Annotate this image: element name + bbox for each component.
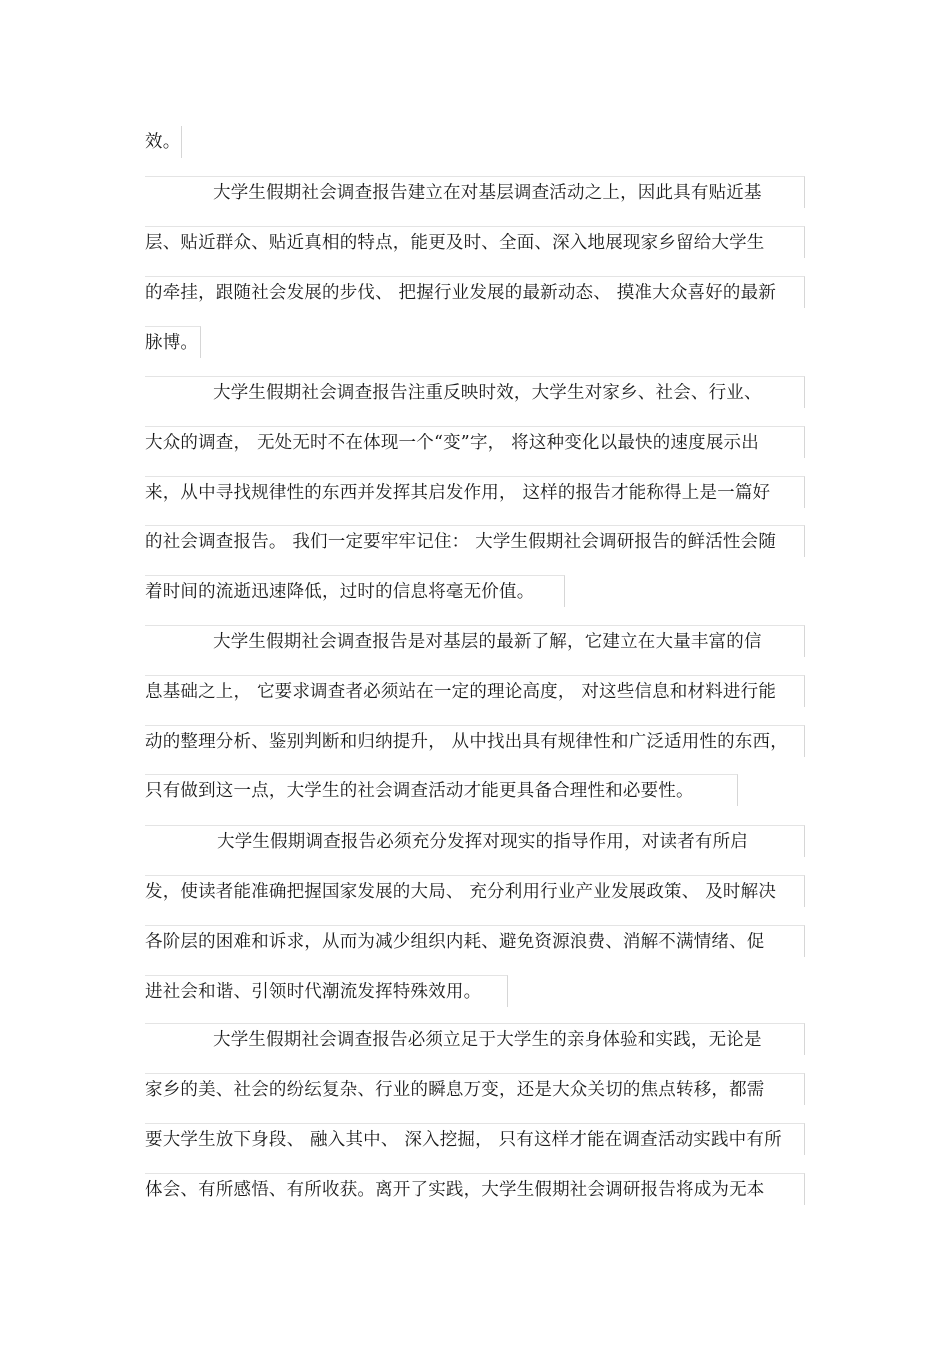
text-line: 大众的调查， 无处无时不在体现一个“变”字， 将这种变化以最快的速度展示出 xyxy=(145,426,805,458)
paragraph-first-line: 大学生假期社会调查报告必须立足于大学生的亲身体验和实践，无论是 xyxy=(145,1023,805,1055)
text-line: 各阶层的困难和诉求，从而为减少组织内耗、避免资源浪费、消解不满情绪、促 xyxy=(145,925,805,957)
text-line: 息基础之上， 它要求调查者必须站在一定的理论高度， 对这些信息和材料进行能 xyxy=(145,675,805,707)
text-line: 发，使读者能准确把握国家发展的大局、 充分利用行业产业发展政策、 及时解决 xyxy=(145,875,805,907)
text-line: 动的整理分析、鉴别判断和归纳提升， 从中找出具有规律性和广泛适用性的东西， xyxy=(145,725,805,757)
text-line: 进社会和谐、引领时代潮流发挥特殊效用。 xyxy=(145,975,508,1007)
paragraph-first-line: 大学生假期调查报告必须充分发挥对现实的指导作用，对读者有所启 xyxy=(145,825,805,857)
text-line: 要大学生放下身段、 融入其中、 深入挖掘， 只有这样才能在调查活动实践中有所 xyxy=(145,1123,805,1155)
text-line: 体会、有所感悟、有所收获。离开了实践，大学生假期社会调研报告将成为无本 xyxy=(145,1173,805,1205)
paragraph-first-line: 大学生假期社会调查报告是对基层的最新了解，它建立在大量丰富的信 xyxy=(145,625,805,657)
text-line: 只有做到这一点，大学生的社会调查活动才能更具备合理性和必要性。 xyxy=(145,774,738,806)
paragraph-first-line: 大学生假期社会调查报告注重反映时效，大学生对家乡、社会、行业、 xyxy=(145,376,805,408)
text-line: 层、贴近群众、贴近真相的特点，能更及时、全面、深入地展现家乡留给大学生 xyxy=(145,226,805,258)
text-line: 来，从中寻找规律性的东西并发挥其启发作用， 这样的报告才能称得上是一篇好 xyxy=(145,476,805,508)
text-line: 的社会调查报告。 我们一定要牢牢记住： 大学生假期社会调研报告的鲜活性会随 xyxy=(145,525,805,557)
paragraph-first-line: 大学生假期社会调查报告建立在对基层调查活动之上，因此具有贴近基 xyxy=(145,176,805,208)
text-line: 着时间的流逝迅速降低，过时的信息将毫无价值。 xyxy=(145,575,565,607)
text-line: 脉博。 xyxy=(145,326,201,358)
text-line: 效。 xyxy=(145,126,182,158)
text-line: 家乡的美、社会的纷纭复杂、行业的瞬息万变，还是大众关切的焦点转移，都需 xyxy=(145,1073,805,1105)
text-line: 的牵挂，跟随社会发展的步伐、 把握行业发展的最新动态、 摸准大众喜好的最新 xyxy=(145,276,805,308)
